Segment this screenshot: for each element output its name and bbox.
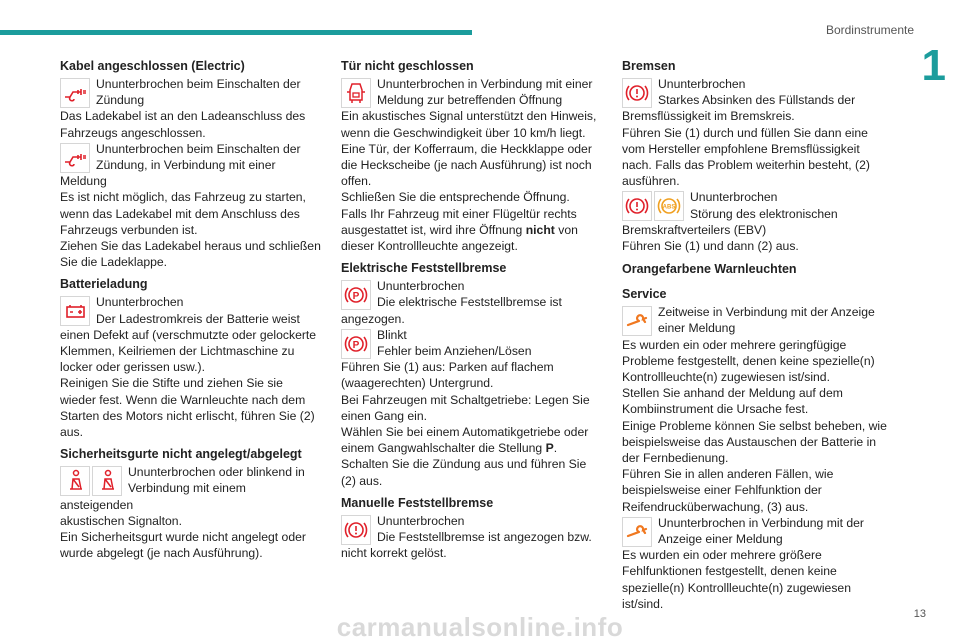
section-heading: Manuelle Feststellbremse	[341, 495, 494, 510]
page-number: 13	[913, 608, 926, 620]
warning-entry: Ununterbrochen oder blinkend in Verbindung mit einem ansteigenden	[60, 465, 305, 512]
header-accent-bar	[0, 30, 472, 35]
column-2	[341, 58, 603, 567]
section-cable-connected: Kabel angeschlossen (Electric) Ununterbrochen beim Einschalten der Zündung Das Ladekabel ist an den Ladeanschluss des Fahrzeugs angeschlossen. Ununterbrochen beim Einschalten der Zündung, in Verbindung mit einer Meldung Es ist nicht möglich, das Fahrzeug zu starten, wenn das Ladekabel mit dem Anschluss des Fahrzeugs verbunden ist. Ziehen Sie das Ladekabel heraus und schließen Sie die Ladeklappe.	[60, 59, 321, 270]
section-heading: Elektrische Feststellbremse	[341, 261, 507, 276]
warning-entry: Ununterbrochen beim Einschalten der Zündung	[60, 76, 322, 108]
section-heading: Tür nicht geschlossen	[341, 59, 474, 73]
wrench-icon	[622, 517, 652, 547]
section-heading: Bremsen	[622, 59, 676, 73]
brake-warning-icon	[622, 191, 652, 221]
section-manual-parking-brake: Manuelle Feststellbremse Ununterbrochen Die Feststellbremse ist angezogen bzw. nicht korrekt gelöst.	[341, 495, 603, 562]
svg-text:P: P	[352, 339, 360, 351]
watermark: carmanualsonline.info	[336, 612, 624, 642]
charging-cable-icon	[60, 78, 90, 108]
section-service: Service Zeitweise in Verbindung mit der Anzeige einer Meldung Es wurden ein oder mehrere geringfügige Probleme festgestellt, denen keine spezielle(n) Kontrollleuchte(n) zugewiesen ist/sind. Stellen Sie anhand der Meldung auf dem Kombiinstrument die Ursache fest. Einige Probleme können Sie selbst beheben, wie beispielsweise das Austauschen der Batterie in der Fernbedienung. Führen Sie in allen anderen Fällen, wie beispielsweise einer Fehlfunktion der Reifendrucküberwachung, (3) aus. Ununterbrochen in Verbindung mit der Anzeige einer Meldung Es wurden ein oder mehrere größere Fehlfunktionen festgestellt, denen keine spezielle(n) Kontrollleuchte(n) zugewiesen ist/sind.	[622, 286, 892, 612]
svg-text:ABS: ABS	[662, 204, 676, 211]
charging-cable-icon	[60, 143, 90, 173]
brake-warning-icon	[622, 78, 652, 108]
warning-entry: Ununterbrochen beim Einschalten der Zündung, in Verbindung mit einer Meldung	[60, 141, 301, 189]
parking-brake-icon	[341, 329, 371, 359]
section-heading: Kabel angeschlossen (Electric)	[60, 59, 245, 73]
section-battery-charge: Batterieladung Ununterbrochen Der Ladestromkreis der Batterie weist einen Defekt auf (verschmutzte oder gelockerte Klemmen, Keilriemen der Lichtmaschine zu locker oder gerissen usw.). Reinigen Sie die Stifte und ziehen Sie sie wieder fest. Wenn die Warnleuchte nach dem Starten des Motors nicht erlischt, führen Sie (2) aus.	[60, 276, 322, 440]
section-heading: Service	[622, 287, 667, 302]
seatbelt-icon	[60, 466, 90, 496]
warning-entry: ABS Ununterbrochen Störung des elektronischen	[622, 189, 892, 221]
abs-icon	[654, 191, 684, 221]
brake-warning-icon	[341, 515, 371, 545]
warning-entry: Ununterbrochen Die Feststellbremse ist angezogen bzw.	[341, 513, 603, 545]
battery-icon	[60, 296, 90, 326]
section-title: Bordinstrumente	[825, 23, 914, 37]
warning-entry: Ununterbrochen Starkes Absinken des Füllstands der	[622, 76, 892, 108]
parking-brake-icon	[341, 280, 371, 310]
section-door-open: Tür nicht geschlossen Ununterbrochen in Verbindung mit einer Meldung zur betreffenden Öffnung Ein akustisches Signal unterstützt den Hinweis, wenn die Geschwindigkeit über 10 km/h liegt. Eine Tür, der Kofferraum, die Heckklappe oder die Heckscheibe (je nach Ausführung) ist noch offen. Schließen Sie die entsprechende Öffnung. Falls Ihr Fahrzeug mit einer Flügeltür rechts ausgestattet ist, wird ihre Öffnung nicht von dieser Kontrollleuchte angezeigt.	[341, 58, 603, 254]
section-seatbelts: Sicherheitsgurte nicht angelegt/abgelegt Ununterbrochen oder blinkend in Verbindung mit einem ansteigenden akustischen Signalton. Ein Sicherheitsgurt wurde nicht angelegt oder wurde abgelegt (je nach Ausführung).	[60, 446, 322, 561]
warning-entry: P Ununterbrochen Die elektrische Feststellbremse ist	[341, 278, 603, 310]
warning-entry: P Blinkt Fehler beim Anziehen/Lösen	[341, 327, 603, 359]
wrench-icon	[622, 306, 652, 336]
column-1	[60, 58, 322, 567]
warning-entry: Zeitweise in Verbindung mit der Anzeige einer Meldung	[622, 304, 892, 336]
column-3	[622, 58, 892, 618]
orange-warnings-heading: Orangefarbene Warnleuchten	[622, 262, 797, 277]
rear-seatbelt-icon	[92, 466, 122, 496]
warning-entry: Ununterbrochen in Verbindung mit einer Meldung zur betreffenden Öffnung	[341, 76, 603, 108]
svg-text:P: P	[352, 291, 360, 303]
section-heading: Sicherheitsgurte nicht angelegt/abgelegt	[60, 447, 302, 462]
door-open-icon	[341, 78, 371, 108]
section-heading: Batterieladung	[60, 277, 148, 292]
warning-entry: Ununterbrochen Der Ladestromkreis der Batterie weist	[60, 294, 322, 326]
warning-entry: Ununterbrochen in Verbindung mit der Anzeige einer Meldung	[622, 515, 892, 547]
chapter-number: 1	[921, 41, 946, 90]
section-brakes: Bremsen Ununterbrochen Starkes Absinken des Füllstands der Bremsflüssigkeit im Bremskreis. Führen Sie (1) durch und füllen Sie dann eine vom Hersteller empfohlene Bremsflüssigkeit nach. Falls das Problem weiterhin besteht, (2) ausführen. ABS Ununterbrochen Störung des elektronischen Bremskraftverteilers (EBV) Führen Sie (1) und dann (2) aus.	[622, 58, 892, 254]
section-electric-parking-brake: Elektrische Feststellbremse P Ununterbrochen Die elektrische Feststellbremse ist angezogen. P Blinkt Fehler beim Anziehen/Lösen Führen Sie (1) aus: Parken auf flachem (waagerechten) Untergrund. Bei Fahrzeugen mit Schaltgetriebe: Legen Sie einen Gang ein. Wählen Sie bei einem Automatikgetriebe oder einem Gangwahlschalter die Stellung P. Schalten Sie die Zündung aus und führen Sie (2) aus.	[341, 260, 603, 489]
